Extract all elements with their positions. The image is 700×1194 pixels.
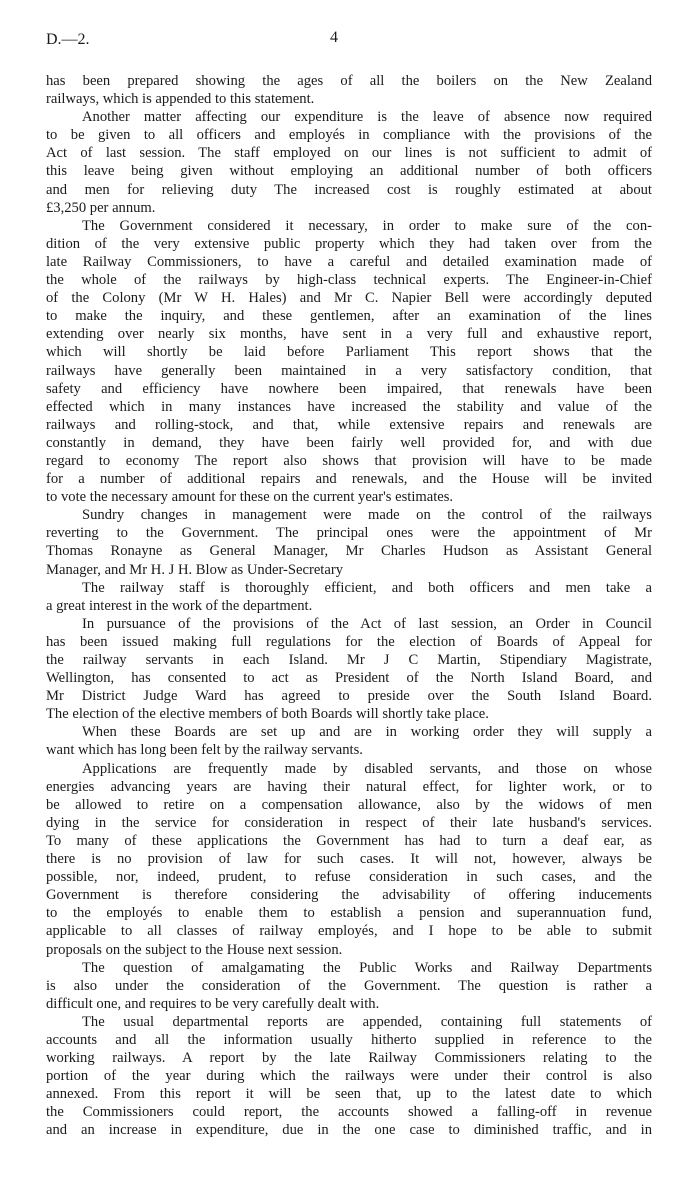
text-line: has been prepared showing the ages of all the boilers on the New Zealand (46, 73, 652, 89)
text-line: annexed. From this report it will be seen that, up to the latest date to which (46, 1086, 652, 1103)
text-line: railways have generally been maintained in a very satisfactory condition, that (46, 362, 652, 379)
paragraph (46, 615, 652, 724)
text-line: railways and rolling-stock, and that, while extensive repairs and renewals are (46, 416, 652, 433)
text-line: When these Boards are set up and are in working order they will supply a (82, 724, 652, 741)
text-line: dition of the very extensive public property which they had taken over from the (46, 235, 652, 252)
text-line: extending over nearly six months, have sent in a very full and exhaustive report, (46, 326, 652, 343)
text-line: Wellington, has consented to act as President of the North Island Board, and (46, 670, 652, 687)
text-line: the Commissioners could report, the accounts showed a falling-off in revenue (46, 1104, 652, 1121)
text-line: possible, nor, indeed, prudent, to refuse consideration in such cases, and the (46, 869, 652, 886)
paragraph (46, 760, 652, 959)
text-line: of the Colony (Mr W H. Hales) and Mr C. Napier Bell were accordingly deputed (46, 290, 652, 307)
text-line: £3,250 per annum. (46, 199, 156, 216)
text-line: the railway servants in each Island. Mr J C Martin, Stipendiary Magistrate, (46, 652, 652, 668)
page-number: 4 (330, 29, 338, 46)
text-line: Act of last session. The staff employed on our lines is not sufficient to admit of (46, 145, 652, 162)
text-line: want which has long been felt by the railway servants. (46, 742, 363, 759)
text-line: Government is therefore considering the advisability of offering inducements (46, 887, 652, 904)
text-line: portion of the year during which the railways were under their control is also (46, 1068, 652, 1085)
text-line: be allowed to retire on a compensation allowance, also by the widows of men (46, 796, 652, 813)
document-reference: D.—2. (46, 31, 90, 48)
text-line: Another matter affecting our expenditure is the leave of absence now required (82, 109, 652, 126)
text-line: The election of the elective members of both Boards will shortly take place. (46, 706, 489, 723)
text-line: and men for relieving duty The increased cost is roughly estimated at about (46, 181, 652, 198)
paragraph (46, 579, 652, 615)
text-line: accounts and all the information usually hitherto supplied in reference to the (46, 1031, 652, 1048)
text-line: In pursuance of the provisions of the Act of last session, an Order in Council (82, 615, 652, 632)
text-line: The Government considered it necessary, in order to make sure of the con- (82, 217, 652, 234)
text-line: Manager, and Mr H. J H. Blow as Under-Secretary (46, 561, 343, 578)
paragraph (46, 506, 652, 578)
text-line: applicable to all classes of railway employés, and I hope to be able to submit (46, 923, 652, 940)
paragraph (46, 959, 652, 1013)
text-line: Applications are frequently made by disabled servants, and those on whose (82, 760, 652, 777)
text-line: difficult one, and requires to be very carefully dealt with. (46, 995, 380, 1012)
text-line: there is no provision of law for such cases. It will not, however, always be (46, 851, 652, 868)
text-line: for a number of additional repairs and renewals, and the House will be invited (46, 471, 652, 488)
paragraph (46, 723, 652, 759)
text-line: The question of amalgamating the Public Works and Railway Departments (82, 959, 652, 976)
text-line: safety and efficiency have nowhere been impaired, that renewals have been (46, 380, 652, 397)
text-line: Mr District Judge Ward has agreed to preside over the South Island Board. (46, 688, 652, 705)
text-line: To many of these applications the Government has had to turn a deaf ear, as (46, 832, 652, 849)
text-line: proposals on the subject to the House next session. (46, 941, 343, 958)
text-line: Thomas Ronayne as General Manager, Mr Charles Hudson as Assistant General (46, 543, 652, 560)
paragraph (46, 108, 652, 217)
text-line: reverting to the Government. The principal ones were the appointment of Mr (46, 525, 652, 542)
text-line: constantly in demand, they have been fairly well provided for, and with due (46, 434, 652, 451)
text-line: this leave being given without employing an additional number of both officers (46, 163, 652, 180)
text-line: energies advancing years are having their natural effect, for lighter work, or to (46, 778, 652, 795)
text-line: to vote the necessary amount for these on the current year's estimates. (46, 489, 454, 506)
text-line: to be given to all officers and employés in compliance with the provisions of the (46, 127, 652, 144)
text-line: has been issued making full regulations for the election of Boards of Appeal for (46, 633, 652, 650)
paragraph (46, 217, 652, 507)
text-line: dying in the service for consideration in respect of their late husband's services. (46, 814, 652, 831)
text-line: The usual departmental reports are appended, containing full statements of (82, 1013, 652, 1030)
document-body (46, 72, 652, 1140)
text-line: to the employés to enable them to establish a pension and superannuation fund, (46, 905, 652, 922)
text-line: working railways. A report by the late Railway Commissioners relating to the (46, 1050, 652, 1067)
text-line: to make the inquiry, and these gentlemen, after an examination of the lines (46, 308, 652, 325)
text-line: a great interest in the work of the department. (46, 597, 313, 614)
text-line: regard to economy The report also shows that provision will have to be made (46, 452, 652, 469)
paragraph (46, 72, 652, 108)
text-line: effected which in many instances have increased the stability and value of the (46, 398, 652, 415)
text-line: railways, which is appended to this statement. (46, 91, 315, 108)
text-line: late Railway Commissioners, to have a careful and detailed examination made of (46, 253, 652, 270)
text-line: the whole of the railways by high-class technical experts. The Engineer-in-Chief (46, 272, 652, 289)
text-line: Sundry changes in management were made on the control of the railways (82, 507, 652, 524)
text-line: and an increase in expenditure, due in the one case to diminished traffic, and in (46, 1122, 652, 1139)
paragraph (46, 1013, 652, 1140)
text-line: which will shortly be laid before Parliament This report shows that the (46, 344, 652, 361)
text-line: The railway staff is thoroughly efficient, and both officers and men take a (82, 579, 652, 596)
text-line: is also under the consideration of the Government. The question is rather a (46, 977, 652, 994)
